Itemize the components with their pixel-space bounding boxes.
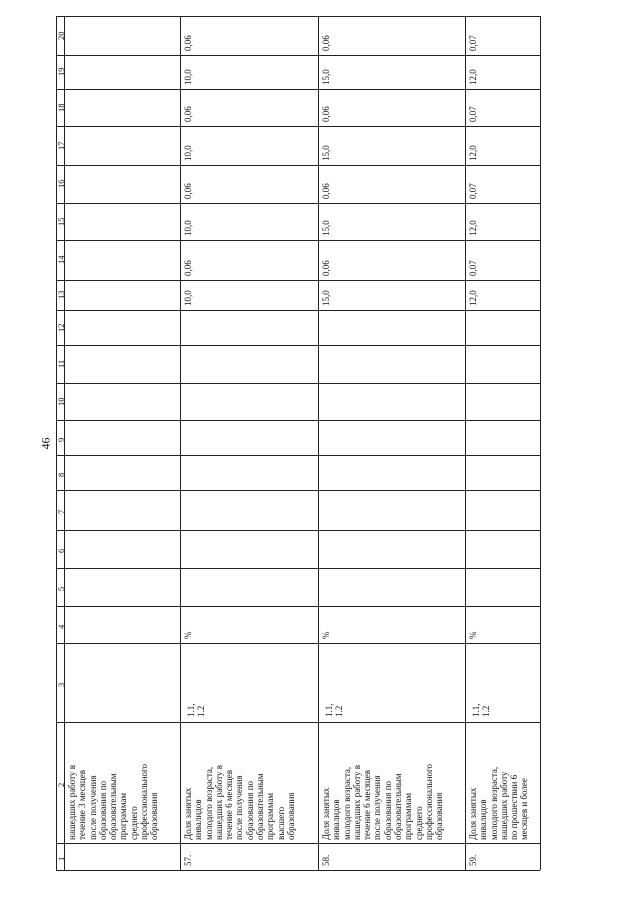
value-cell: 0,06: [183, 35, 193, 51]
column-header: 6: [56, 548, 66, 553]
page-number: 46: [38, 437, 53, 450]
table-rule-v: [180, 16, 181, 870]
column-header: 7: [56, 509, 66, 514]
column-header: 18: [56, 103, 66, 112]
value-cell: 15,0: [321, 220, 331, 236]
table-rule-h: [56, 240, 540, 241]
column-header: 1: [56, 856, 66, 861]
table-rule-h: [56, 490, 540, 491]
table-rule-v: [540, 16, 541, 870]
value-cell: 0,06: [321, 260, 331, 276]
unit-label: %: [321, 631, 331, 639]
table-rule-h: [56, 280, 540, 281]
value-cell: 15,0: [321, 290, 331, 306]
value-cell: 0,07: [468, 260, 478, 276]
column-header: 9: [56, 437, 66, 442]
column-header: 8: [56, 472, 66, 477]
value-cell: 0,06: [183, 260, 193, 276]
column-header: 5: [56, 586, 66, 591]
table-rule-h: [56, 345, 540, 346]
table-rule-v: [318, 16, 319, 870]
indicator-name: Доля занятых инвалидов молодого возраста, нашедших работу в течение 6 месяцев после получения образования по образовательным программам среднего профессионального образования: [321, 764, 445, 840]
indicator-name: нашедших работу в течение 3 месяцев после получения образования по образовательным программам среднего профессионального образования: [67, 764, 160, 840]
unit-label: %: [468, 631, 478, 639]
value-cell: 12,0: [468, 220, 478, 236]
table-rule-h: [56, 203, 540, 204]
indicator-name: Доля занятых инвалидов молодого возраста, нашедших работу по прошествии 6 месяцев и более: [468, 766, 530, 840]
table-rule-h: [56, 455, 540, 456]
indicator-reference: 1.1, 1.2: [324, 703, 345, 717]
value-cell: 10,0: [183, 69, 193, 85]
table-rule-h: [56, 568, 540, 569]
column-header: 3: [56, 682, 66, 687]
table-rule-h: [56, 420, 540, 421]
value-cell: 12,0: [468, 69, 478, 85]
value-cell: 10,0: [183, 145, 193, 161]
value-cell: 0,06: [183, 183, 193, 199]
unit-label: %: [183, 631, 193, 639]
value-cell: 15,0: [321, 69, 331, 85]
indicator-name: Доля занятых инвалидов молодого возраста, нашедших работу в течение 6 месяцев после получения образования по образовательным программам высшего образования: [183, 765, 296, 840]
column-header: 13: [56, 290, 66, 299]
table-rule-h: [56, 126, 540, 127]
table-rule-h: [56, 643, 540, 644]
column-header: 10: [56, 397, 66, 406]
value-cell: 0,06: [321, 183, 331, 199]
table-rule-h: [56, 165, 540, 166]
indicator-reference: 1.1, 1.2: [471, 703, 492, 717]
column-header: 15: [56, 217, 66, 226]
table-rule-h: [56, 16, 540, 17]
value-cell: 12,0: [468, 290, 478, 306]
table-rule-h: [56, 843, 540, 844]
column-header: 12: [56, 323, 66, 332]
table-rule-v: [465, 16, 466, 870]
table-rule-h: [56, 722, 540, 723]
table-rule-h: [56, 55, 540, 56]
table-rule-h: [56, 606, 540, 607]
indicator-reference: 1.1, 1.2: [186, 703, 207, 717]
value-cell: 15,0: [321, 145, 331, 161]
value-cell: 12,0: [468, 145, 478, 161]
value-cell: 0,07: [468, 35, 478, 51]
value-cell: 0,06: [321, 35, 331, 51]
column-header: 2: [56, 782, 66, 787]
value-cell: 0,06: [321, 106, 331, 122]
row-number: 57.: [183, 854, 193, 866]
table-rule-h: [56, 530, 540, 531]
column-header: 11: [56, 359, 66, 368]
table-rule-h: [56, 89, 540, 90]
table-rule-h: [56, 383, 540, 384]
value-cell: 10,0: [183, 290, 193, 306]
table-rule-h: [56, 870, 540, 871]
column-header: 17: [56, 141, 66, 150]
column-header: 14: [56, 255, 66, 264]
value-cell: 10,0: [183, 220, 193, 236]
column-header: 19: [56, 67, 66, 76]
table-rule-h: [56, 310, 540, 311]
value-cell: 0,07: [468, 106, 478, 122]
column-header: 16: [56, 179, 66, 188]
row-number: 58.: [321, 854, 331, 866]
row-number: 59.: [468, 854, 478, 866]
value-cell: 0,07: [468, 183, 478, 199]
column-header: 4: [56, 624, 66, 629]
column-header: 20: [56, 31, 66, 40]
value-cell: 0,06: [183, 106, 193, 122]
